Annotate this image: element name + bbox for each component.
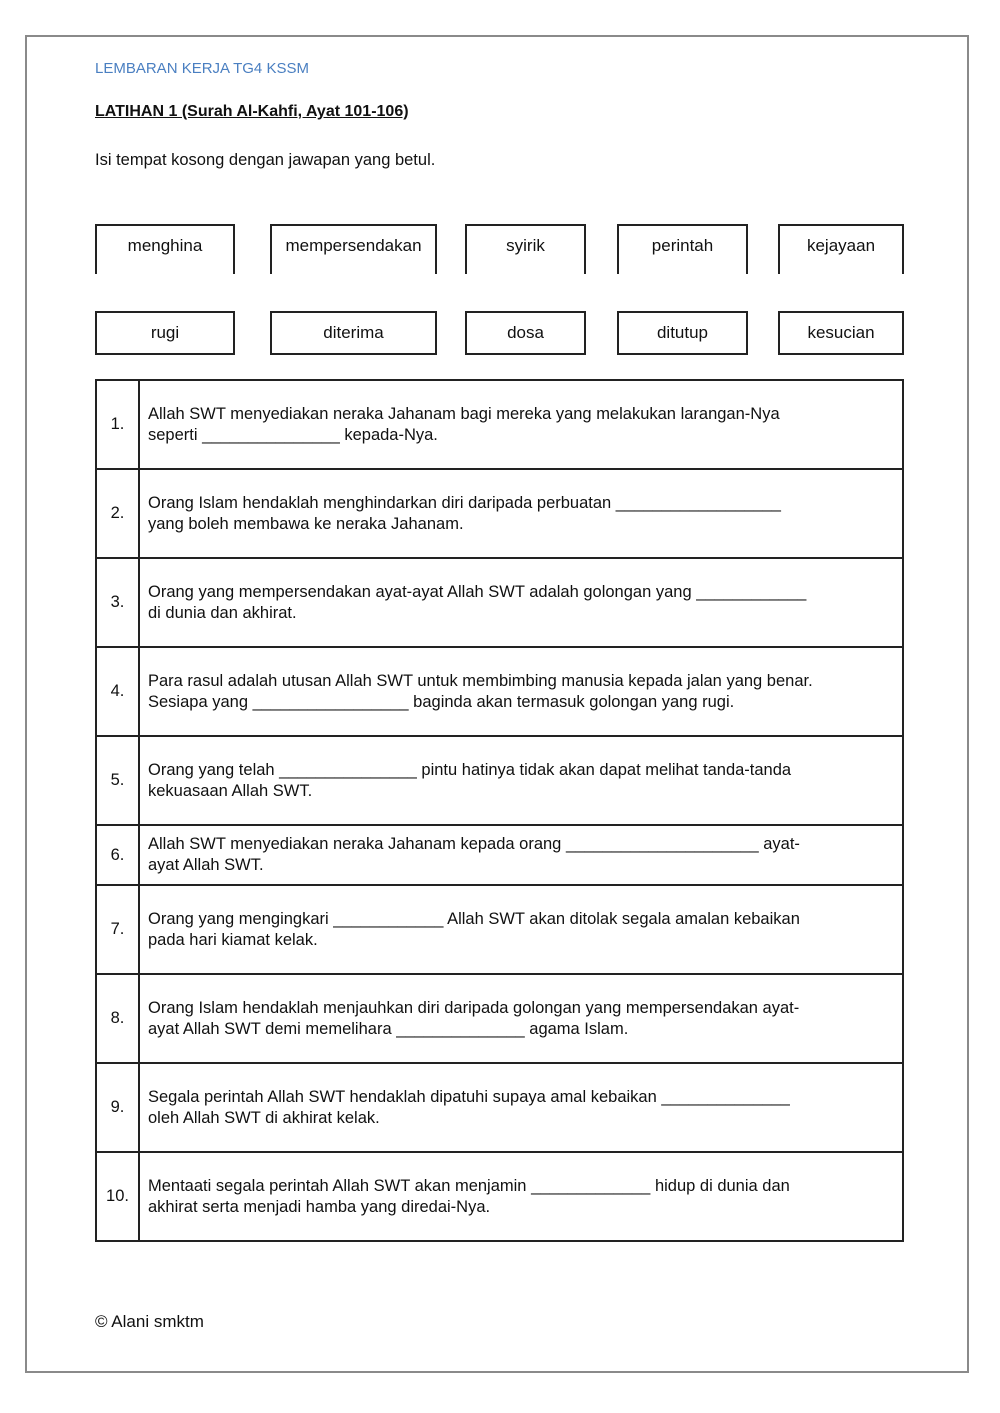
- copyright-footer: © Alani smktm: [95, 1312, 204, 1331]
- question-line: Orang Islam hendaklah menjauhkan diri daripada golongan yang mempersendakan ayat-: [148, 998, 800, 1017]
- question-text: [139, 825, 903, 885]
- word-box[interactable]: menghina: [95, 224, 235, 266]
- question-line: di dunia dan akhirat.: [148, 603, 297, 622]
- question-line: yang boleh membawa ke neraka Jahanam.: [148, 514, 464, 533]
- question-line: Orang Islam hendaklah menghindarkan diri daripada perbuatan __________________: [148, 493, 781, 512]
- question-row: [96, 380, 903, 469]
- questions-table: [95, 379, 904, 1242]
- exercise-title: LATIHAN 1 (Surah Al-Kahfi, Ayat 101-106): [95, 103, 409, 120]
- worksheet-header: LEMBARAN KERJA TG4 KSSM: [95, 60, 309, 77]
- question-number: 7.: [96, 885, 139, 974]
- question-row: [96, 469, 903, 558]
- word-box[interactable]: syirik: [465, 224, 586, 266]
- question-line: ayat Allah SWT.: [148, 856, 264, 874]
- question-text: [139, 974, 903, 1063]
- word-box[interactable]: kejayaan: [778, 224, 904, 266]
- question-text: [139, 1152, 903, 1241]
- word-box[interactable]: perintah: [617, 224, 748, 266]
- question-number: 9.: [96, 1063, 139, 1152]
- question-line: Sesiapa yang _________________ baginda akan termasuk golongan yang rugi.: [148, 692, 735, 711]
- word-box[interactable]: kesucian: [778, 311, 904, 355]
- question-row: [96, 1152, 903, 1241]
- word-box[interactable]: mempersendakan: [270, 224, 437, 266]
- question-row: [96, 1063, 903, 1152]
- question-line: Mentaati segala perintah Allah SWT akan menjamin _____________ hidup di dunia dan: [148, 1176, 790, 1195]
- question-number: 8.: [96, 974, 139, 1063]
- question-number: 5.: [96, 736, 139, 825]
- question-text: [139, 1063, 903, 1152]
- question-line: Orang yang telah _______________ pintu hatinya tidak akan dapat melihat tanda-tanda: [148, 760, 792, 779]
- word-box[interactable]: ditutup: [617, 311, 748, 355]
- question-line: pada hari kiamat kelak.: [148, 930, 318, 949]
- question-text: [139, 647, 903, 736]
- word-box[interactable]: diterima: [270, 311, 437, 355]
- question-text: [139, 558, 903, 647]
- question-line: seperti _______________ kepada-Nya.: [148, 425, 438, 444]
- question-line: oleh Allah SWT di akhirat kelak.: [148, 1108, 380, 1127]
- question-text: [139, 736, 903, 825]
- question-row: [96, 647, 903, 736]
- question-text: [139, 380, 903, 469]
- question-line: Allah SWT menyediakan neraka Jahanam bagi mereka yang melakukan larangan-Nya: [148, 404, 780, 423]
- question-number: 1.: [96, 380, 139, 469]
- word-box[interactable]: rugi: [95, 311, 235, 355]
- instruction-text: Isi tempat kosong dengan jawapan yang betul.: [95, 151, 436, 169]
- question-row: [96, 825, 903, 885]
- question-number: 6.: [96, 825, 139, 885]
- question-number: 2.: [96, 469, 139, 558]
- question-row: [96, 885, 903, 974]
- question-row: [96, 736, 903, 825]
- question-number: 3.: [96, 558, 139, 647]
- question-line: Allah SWT menyediakan neraka Jahanam kepada orang _____________________ ayat-: [148, 835, 800, 853]
- word-box[interactable]: dosa: [465, 311, 586, 355]
- question-row: [96, 974, 903, 1063]
- question-text: [139, 885, 903, 974]
- question-line: Para rasul adalah utusan Allah SWT untuk membimbing manusia kepada jalan yang benar.: [148, 671, 813, 690]
- question-line: Orang yang mengingkari ____________ Allah SWT akan ditolak segala amalan kebaikan: [148, 909, 800, 928]
- question-number: 4.: [96, 647, 139, 736]
- question-line: Segala perintah Allah SWT hendaklah dipatuhi supaya amal kebaikan ______________: [148, 1087, 790, 1106]
- question-line: kekuasaan Allah SWT.: [148, 781, 313, 800]
- question-number: 10.: [96, 1152, 139, 1241]
- question-line: ayat Allah SWT demi memelihara ______________ agama Islam.: [148, 1019, 629, 1038]
- question-row: [96, 558, 903, 647]
- question-line: Orang yang mempersendakan ayat-ayat Allah SWT adalah golongan yang ____________: [148, 582, 807, 601]
- question-line: akhirat serta menjadi hamba yang diredai-Nya.: [148, 1197, 491, 1216]
- question-text: [139, 469, 903, 558]
